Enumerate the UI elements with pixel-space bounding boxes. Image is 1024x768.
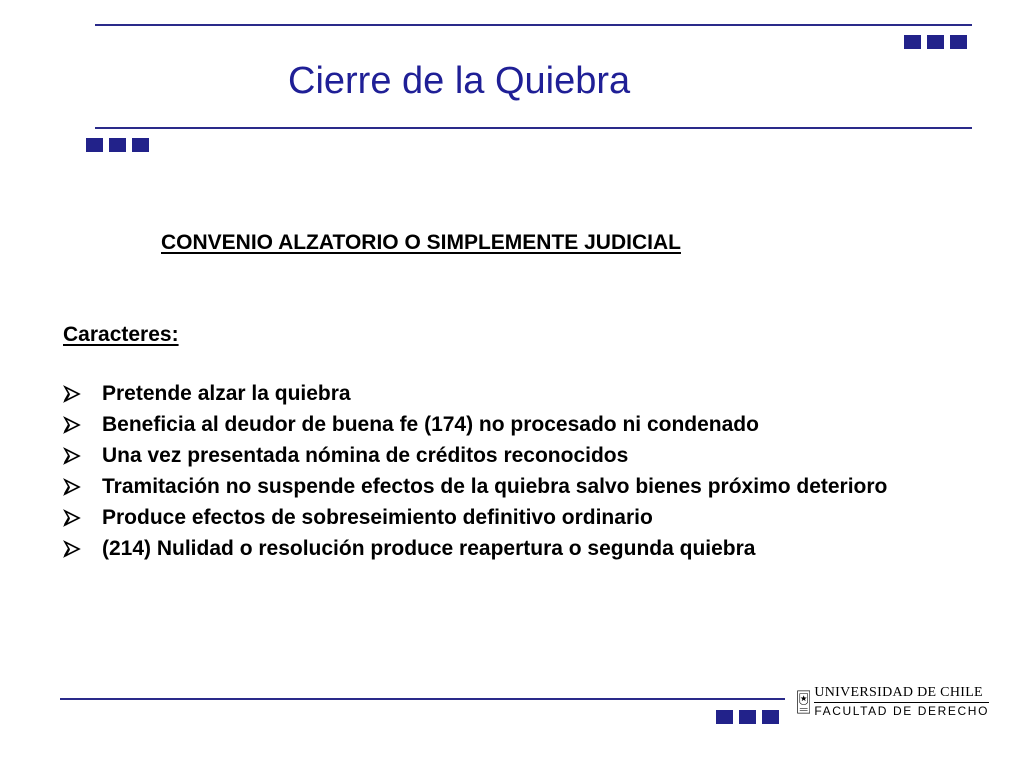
top-rule	[95, 24, 972, 26]
bullet-text: (214) Nulidad o resolución produce reapertura o segunda quiebra	[102, 537, 756, 560]
section-label: Caracteres:	[63, 323, 179, 346]
arrow-bullet-icon	[63, 509, 81, 527]
arrow-bullet-icon	[63, 540, 81, 558]
list-item	[63, 476, 963, 498]
slide-title: Cierre de la Quiebra	[288, 60, 631, 102]
decor-square	[716, 710, 733, 724]
decor-square	[739, 710, 756, 724]
decor-square	[950, 35, 967, 49]
bullet-text: Beneficia al deudor de buena fe (174) no procesado ni condenado	[102, 413, 759, 436]
logo-divider	[814, 702, 989, 703]
university-logo	[797, 680, 989, 724]
decor-square	[762, 710, 779, 724]
bottom-rule	[60, 698, 785, 700]
decor-square	[132, 138, 149, 152]
list-item	[63, 445, 963, 467]
arrow-bullet-icon	[63, 385, 81, 403]
left-squares	[86, 138, 149, 152]
list-item	[63, 538, 963, 560]
slide-subtitle: CONVENIO ALZATORIO O SIMPLEMENTE JUDICIAL	[161, 231, 681, 254]
bottom-squares	[716, 710, 779, 724]
list-item	[63, 414, 963, 436]
bullet-text: Pretende alzar la quiebra	[102, 382, 351, 405]
faculty-name: FACULTAD DE DERECHO	[814, 704, 989, 718]
arrow-bullet-icon	[63, 416, 81, 434]
decor-square	[904, 35, 921, 49]
decor-square	[109, 138, 126, 152]
bullet-list	[63, 383, 963, 569]
arrow-bullet-icon	[63, 478, 81, 496]
list-item	[63, 383, 963, 405]
decor-square	[927, 35, 944, 49]
university-name: UNIVERSIDAD DE CHILE	[814, 685, 983, 700]
decor-square	[86, 138, 103, 152]
arrow-bullet-icon	[63, 447, 81, 465]
bullet-text: Tramitación no suspende efectos de la quiebra salvo bienes próximo deterioro	[102, 475, 888, 498]
list-item	[63, 507, 963, 529]
bullet-text: Produce efectos de sobreseimiento definitivo ordinario	[102, 506, 653, 529]
title-rule	[95, 127, 972, 129]
bullet-text: Una vez presentada nómina de créditos reconocidos	[102, 444, 629, 467]
top-right-squares	[904, 35, 967, 49]
logo-text	[814, 685, 989, 719]
university-seal-icon	[797, 681, 810, 723]
